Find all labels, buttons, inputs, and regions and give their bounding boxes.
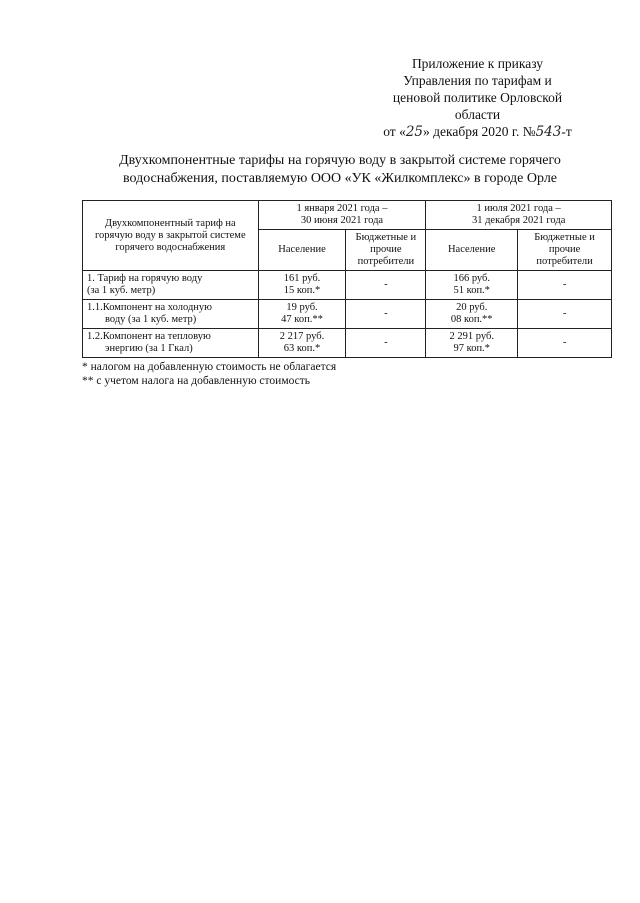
value-line-1: 19 руб. — [286, 302, 318, 313]
header-population-2: Население — [426, 230, 518, 271]
cell-p2-population — [426, 329, 518, 358]
title-line-1: Двухкомпонентные тарифы на горячую воду в закрытой системе горячего — [119, 153, 561, 168]
title-line-2: водоснабжения, поставляемую ООО «УК «Жилкомплекс» в городе Орле — [122, 171, 558, 186]
cell-p1-budget: - — [346, 300, 426, 329]
table-row — [83, 271, 612, 300]
period-1-line-1: 1 января 2021 года – — [296, 203, 388, 214]
footnote-1: * налогом на добавленную стоимость не облагается — [82, 361, 337, 373]
value-line-2: 15 коп.* — [283, 285, 321, 296]
value-line-1: 2 291 руб. — [449, 331, 494, 342]
row-name-line-1: 1.2.Компонент на тепловую — [87, 331, 211, 342]
row-name-line-2: энергию (за 1 Гкал) — [105, 343, 193, 354]
cell-p1-population — [258, 271, 346, 300]
value-line-2: 47 коп.** — [281, 314, 323, 325]
appendix-line-1: Приложение к приказу — [411, 56, 544, 71]
value-line-2: 63 коп.* — [283, 343, 321, 354]
value-line-1: 20 руб. — [456, 302, 488, 313]
date-prefix: от « — [383, 124, 406, 139]
header-budget-2: Бюджетные и прочие потребители — [518, 230, 612, 271]
row-name-line-1: 1. Тариф на горячую воду — [87, 273, 203, 284]
cell-p2-budget: - — [518, 300, 612, 329]
cell-p2-population — [426, 300, 518, 329]
value-line-1: 161 руб. — [283, 273, 321, 284]
row-name — [83, 329, 259, 358]
document-title — [60, 152, 620, 188]
appendix-header — [345, 55, 610, 141]
table-header-row-1 — [83, 201, 612, 230]
cell-p1-population — [258, 300, 346, 329]
cell-p2-budget: - — [518, 271, 612, 300]
cell-p1-budget: - — [346, 271, 426, 300]
cell-p2-budget: - — [518, 329, 612, 358]
value-line-2: 51 коп.* — [453, 285, 490, 296]
table-row — [83, 300, 612, 329]
handwritten-order-number: 543 — [535, 124, 562, 140]
cell-p1-budget: - — [346, 329, 426, 358]
value-line-1: 2 217 руб. — [279, 331, 325, 342]
appendix-line-3: ценовой политике Орловской — [392, 90, 563, 105]
footnote-2: ** с учетом налога на добавленную стоимость — [82, 375, 311, 387]
value-line-2: 08 коп.** — [450, 314, 493, 325]
table-row — [83, 329, 612, 358]
date-suffix: -т — [561, 124, 572, 139]
period-2-line-2: 31 декабря 2021 года — [471, 215, 566, 226]
appendix-line-4: области — [454, 107, 501, 122]
header-period-2 — [426, 201, 612, 230]
header-population-1: Население — [258, 230, 346, 271]
row-name-line-1: 1.1.Компонент на холодную — [87, 302, 213, 313]
date-middle: » декабря 2020 г. № — [423, 124, 536, 139]
row-name-line-2: (за 1 куб. метр) — [87, 285, 156, 296]
tariff-table — [82, 200, 612, 358]
handwritten-day: 25 — [405, 124, 424, 140]
period-2-line-1: 1 июля 2021 года – — [476, 203, 561, 214]
appendix-line-2: Управления по тарифам и — [403, 73, 552, 88]
header-budget-1: Бюджетные и прочие потребители — [346, 230, 426, 271]
value-line-2: 97 коп.* — [453, 343, 490, 354]
row-name — [83, 271, 259, 300]
cell-p1-population — [258, 329, 346, 358]
cell-p2-population — [426, 271, 518, 300]
period-1-line-2: 30 июня 2021 года — [300, 215, 384, 226]
order-date-line — [345, 123, 610, 141]
row-name — [83, 300, 259, 329]
row-name-line-2: воду (за 1 куб. метр) — [105, 314, 197, 325]
header-period-1 — [258, 201, 426, 230]
value-line-1: 166 руб. — [453, 273, 491, 284]
footnotes — [82, 360, 602, 388]
header-tariff: Двухкомпонентный тариф на горячую воду в закрытой системе горячего водоснабжения — [83, 201, 259, 271]
